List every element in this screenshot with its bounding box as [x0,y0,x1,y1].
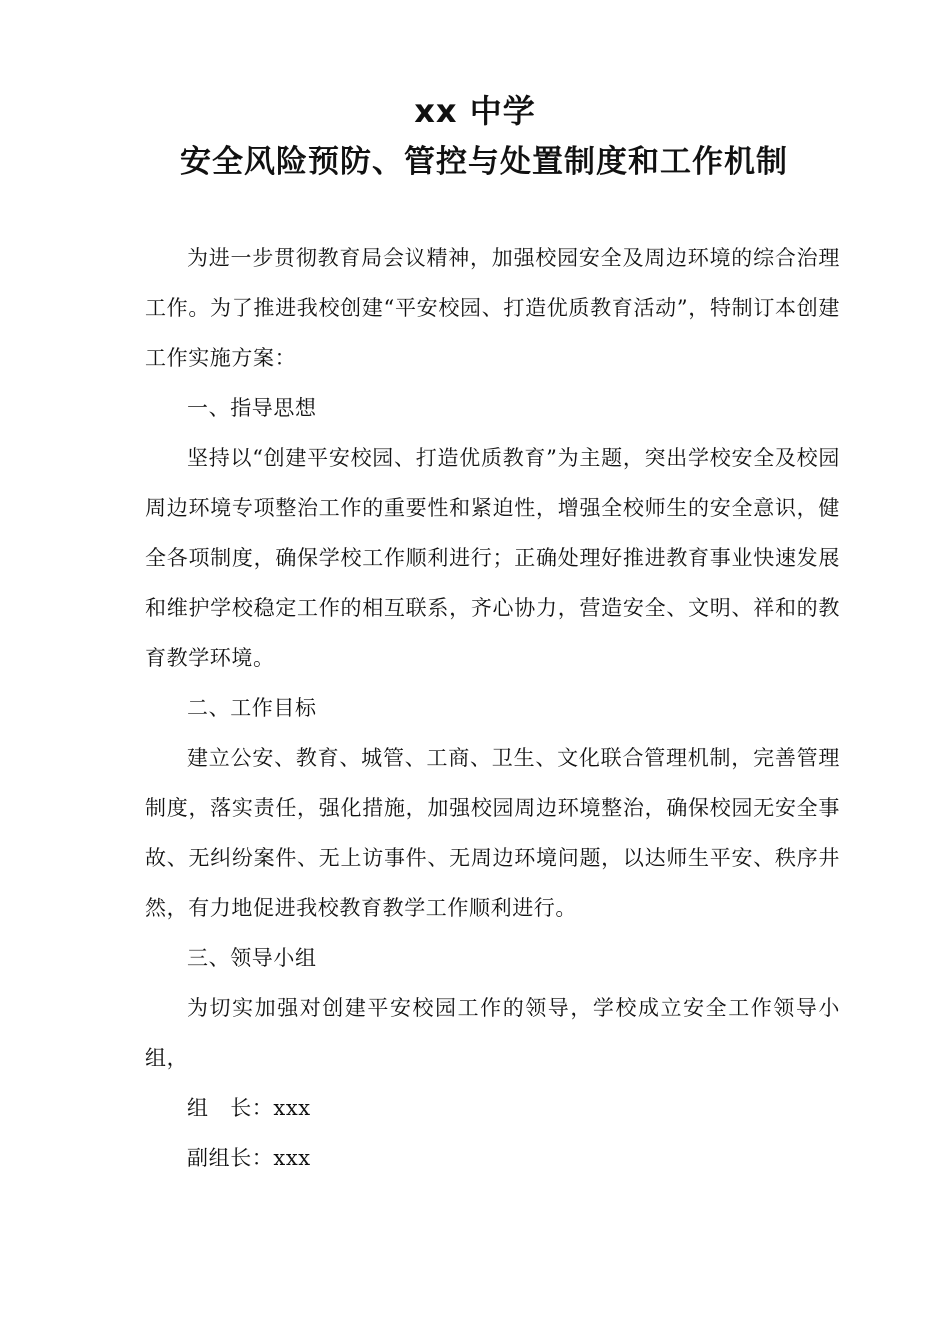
intro-paragraph: 为进一步贯彻教育局会议精神，加强校园安全及周边环境的综合治理工作。为了推进我校创建“平安校园、打造优质教育活动”，特制订本创建工作实施方案： [145,246,840,370]
leadership-group-paragraph: 为切实加强对创建平安校园工作的领导，学校成立安全工作领导小组， [145,996,840,1070]
section-heading-guiding-ideology: 一、指导思想 [187,396,317,420]
deputy-leader-line: 副组长：xxx [187,1146,311,1170]
document-body [145,233,840,1183]
group-leader-line: 组 长：xxx [187,1096,311,1120]
document-title-school: xx 中学 [414,92,536,130]
document-title-main: 安全风险预防、管控与处置制度和工作机制 [180,144,788,180]
section-heading-leadership-group: 三、领导小组 [187,946,317,970]
work-goals-paragraph: 建立公安、教育、城管、工商、卫生、文化联合管理机制，完善管理制度，落实责任，强化措施，加强校园周边环境整治，确保校园无安全事故、无纠纷案件、无上访事件、无周边环境问题，以达师生平安、秩序井然，有力地促进我校教育教学工作顺利进行。 [145,746,840,920]
section-heading-work-goals: 二、工作目标 [187,696,317,720]
guiding-ideology-paragraph: 坚持以“创建平安校园、打造优质教育”为主题，突出学校安全及校园周边环境专项整治工作的重要性和紧迫性，增强全校师生的安全意识，健全各项制度，确保学校工作顺利进行；正确处理好推进教育事业快速发展和维护学校稳定工作的相互联系，齐心协力，营造安全、文明、祥和的教育教学环境。 [145,446,840,670]
